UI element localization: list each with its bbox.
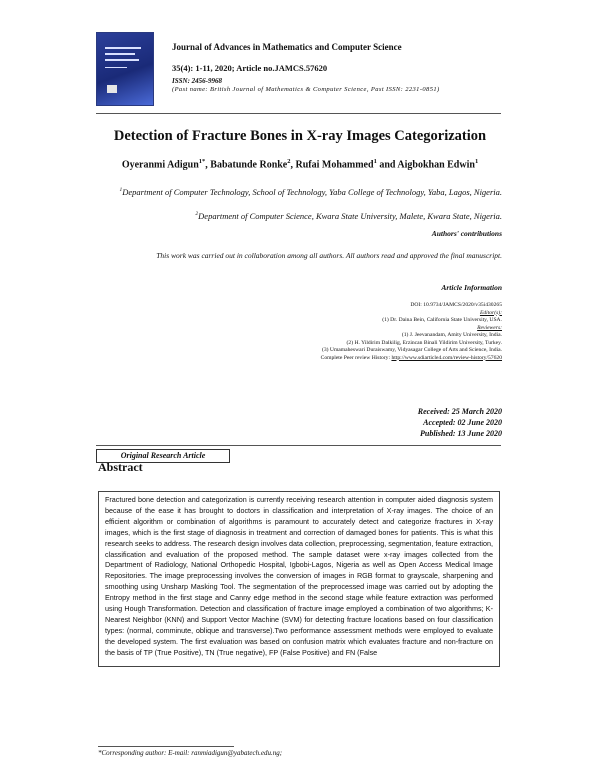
abstract-text: Fractured bone detection and categorization is currently receiving research attention in computer aided diagnosis system because of the ease it has brought to doctors in classification and interpretation of X-ray images. The choice of an efficient algorithm or combination of algorithms is paramount to accurately detect and categorize fractures in X-ray images, which is the first stage of diagnosis in treatment and correction of damaged bones for patients. This is what this research seeks to address. The research design involves data collection, preprocessing, segmentation, feature extraction, classification and evaluation of the proposed method. The sample dataset were x-ray images collected from the Department of Radiology, National Orthopedic Hospital, Igbobi-Lagos, Nigeria as well as Open Access Medical Image Repositories. The image preprocessing involves the conversion of images in RGB format to grayscale, sharpening and smoothing using Unsharp Masking Tool. The segmentation of the preprocessed image was carried out by adopting the Entropy method in the first stage and Canny edge method in the second stage while feature extraction was performed using Hough Transformation. Detection and classification of fracture image employed a combination of two algorithms; K-Nearest Neighbor (KNN) and Support Vector Machine (SVM) for detecting fracture locations based on four classification types: (normal, comminute, oblique and transverse).Two performance assessment methods were employed to evaluate the developed system. The first evaluation was based on confusion matrix which evaluates fracture and non-fracture on the basis of TP (True Positive), TN (True negative), FP (False Positive) and FN (False xyxy=(105,495,493,657)
author-affiliation-mark: 2 xyxy=(287,158,291,165)
author-list xyxy=(0,158,600,170)
contributions-text: This work was carried out in collaboration among all authors. All authors read and approved the final manuscript. xyxy=(156,251,502,260)
editor: (1) Dr. Daina Bein, California State University, USA. xyxy=(382,317,502,323)
author-name: Aigbokhan Edwin xyxy=(397,159,475,171)
journal-issue-info: 35(4): 1-11, 2020; Article no.JAMCS.57620 xyxy=(172,63,328,73)
journal-cover-thumbnail xyxy=(96,32,154,106)
journal-past-name: (Past name: British Journal of Mathematics & Computer Science, Past ISSN: 2231-0851) xyxy=(172,86,440,93)
corresponding-author-footnote: *Corresponding author: E-mail: ranmiadigun@yabatech.edu.ng; xyxy=(98,749,283,757)
author-separator: , xyxy=(290,159,296,171)
reviewer: (3) Umamaheswari Duraiswamy, Vidyasagar College of Arts and Science, India. xyxy=(321,347,502,353)
article-type-badge: Original Research Article xyxy=(96,449,230,463)
received-date: Received: 25 March 2020 xyxy=(417,407,502,416)
reviewer: (1) J. Jeevanandam, Amity University, India. xyxy=(401,332,502,338)
author-affiliation-mark: 1* xyxy=(198,158,206,165)
paper-title: Detection of Fracture Bones in X-ray Images Categorization xyxy=(113,128,487,144)
author-affiliation-mark: 1 xyxy=(373,158,377,165)
reviewer: (2) H. Yildirim Dalkilig, Erzincan Binali Yildirim University, Turkey. xyxy=(346,339,502,346)
peer-review-history: Complete Peer review History: http://www.sdiarticle4.com/review-history/57620 xyxy=(320,354,502,361)
published-date: Published: 13 June 2020 xyxy=(419,429,502,438)
journal-title: Journal of Advances in Mathematics and Computer Science xyxy=(172,42,402,52)
abstract-heading: Abstract xyxy=(98,460,143,474)
author-name: Rufai Mohammed xyxy=(295,159,374,171)
abstract-box xyxy=(98,491,500,667)
peer-review-history-link[interactable]: http://www.sdiarticle4.com/review-history/57620 xyxy=(391,354,502,361)
journal-issn: ISSN: 2456-9968 xyxy=(172,77,222,85)
author-separator: , xyxy=(205,159,211,171)
footnote-divider xyxy=(98,746,234,747)
reviewers-label: Reviewers: xyxy=(477,324,502,331)
affiliation-2: $^2$Department of Computer Science, Kwara State University, Malete, Kwara State, Nigeria. xyxy=(195,210,502,221)
author-name: Babatunde Ronke xyxy=(210,159,288,171)
accepted-date: Accepted: 02 June 2020 xyxy=(423,418,502,427)
article-info-block xyxy=(230,302,502,362)
affiliation-1: $^1$Department of Computer Technology, School of Technology, Yaba College of Technology, Yaba, Lagos, Nigeria. xyxy=(119,186,502,197)
author-separator: and xyxy=(376,159,398,171)
dates-divider xyxy=(96,445,501,446)
author-affiliation-mark: 1 xyxy=(474,158,479,165)
article-info-heading: Article Information xyxy=(441,283,502,292)
header-divider xyxy=(96,113,501,114)
doi: DOI: 10.9734/JAMCS/2020/v35i430265 xyxy=(410,302,502,308)
author-name: Oyeranmi Adigun xyxy=(121,159,199,171)
editor-label: Editor(s): xyxy=(479,309,502,316)
contributions-heading: Authors' contributions xyxy=(431,229,502,238)
